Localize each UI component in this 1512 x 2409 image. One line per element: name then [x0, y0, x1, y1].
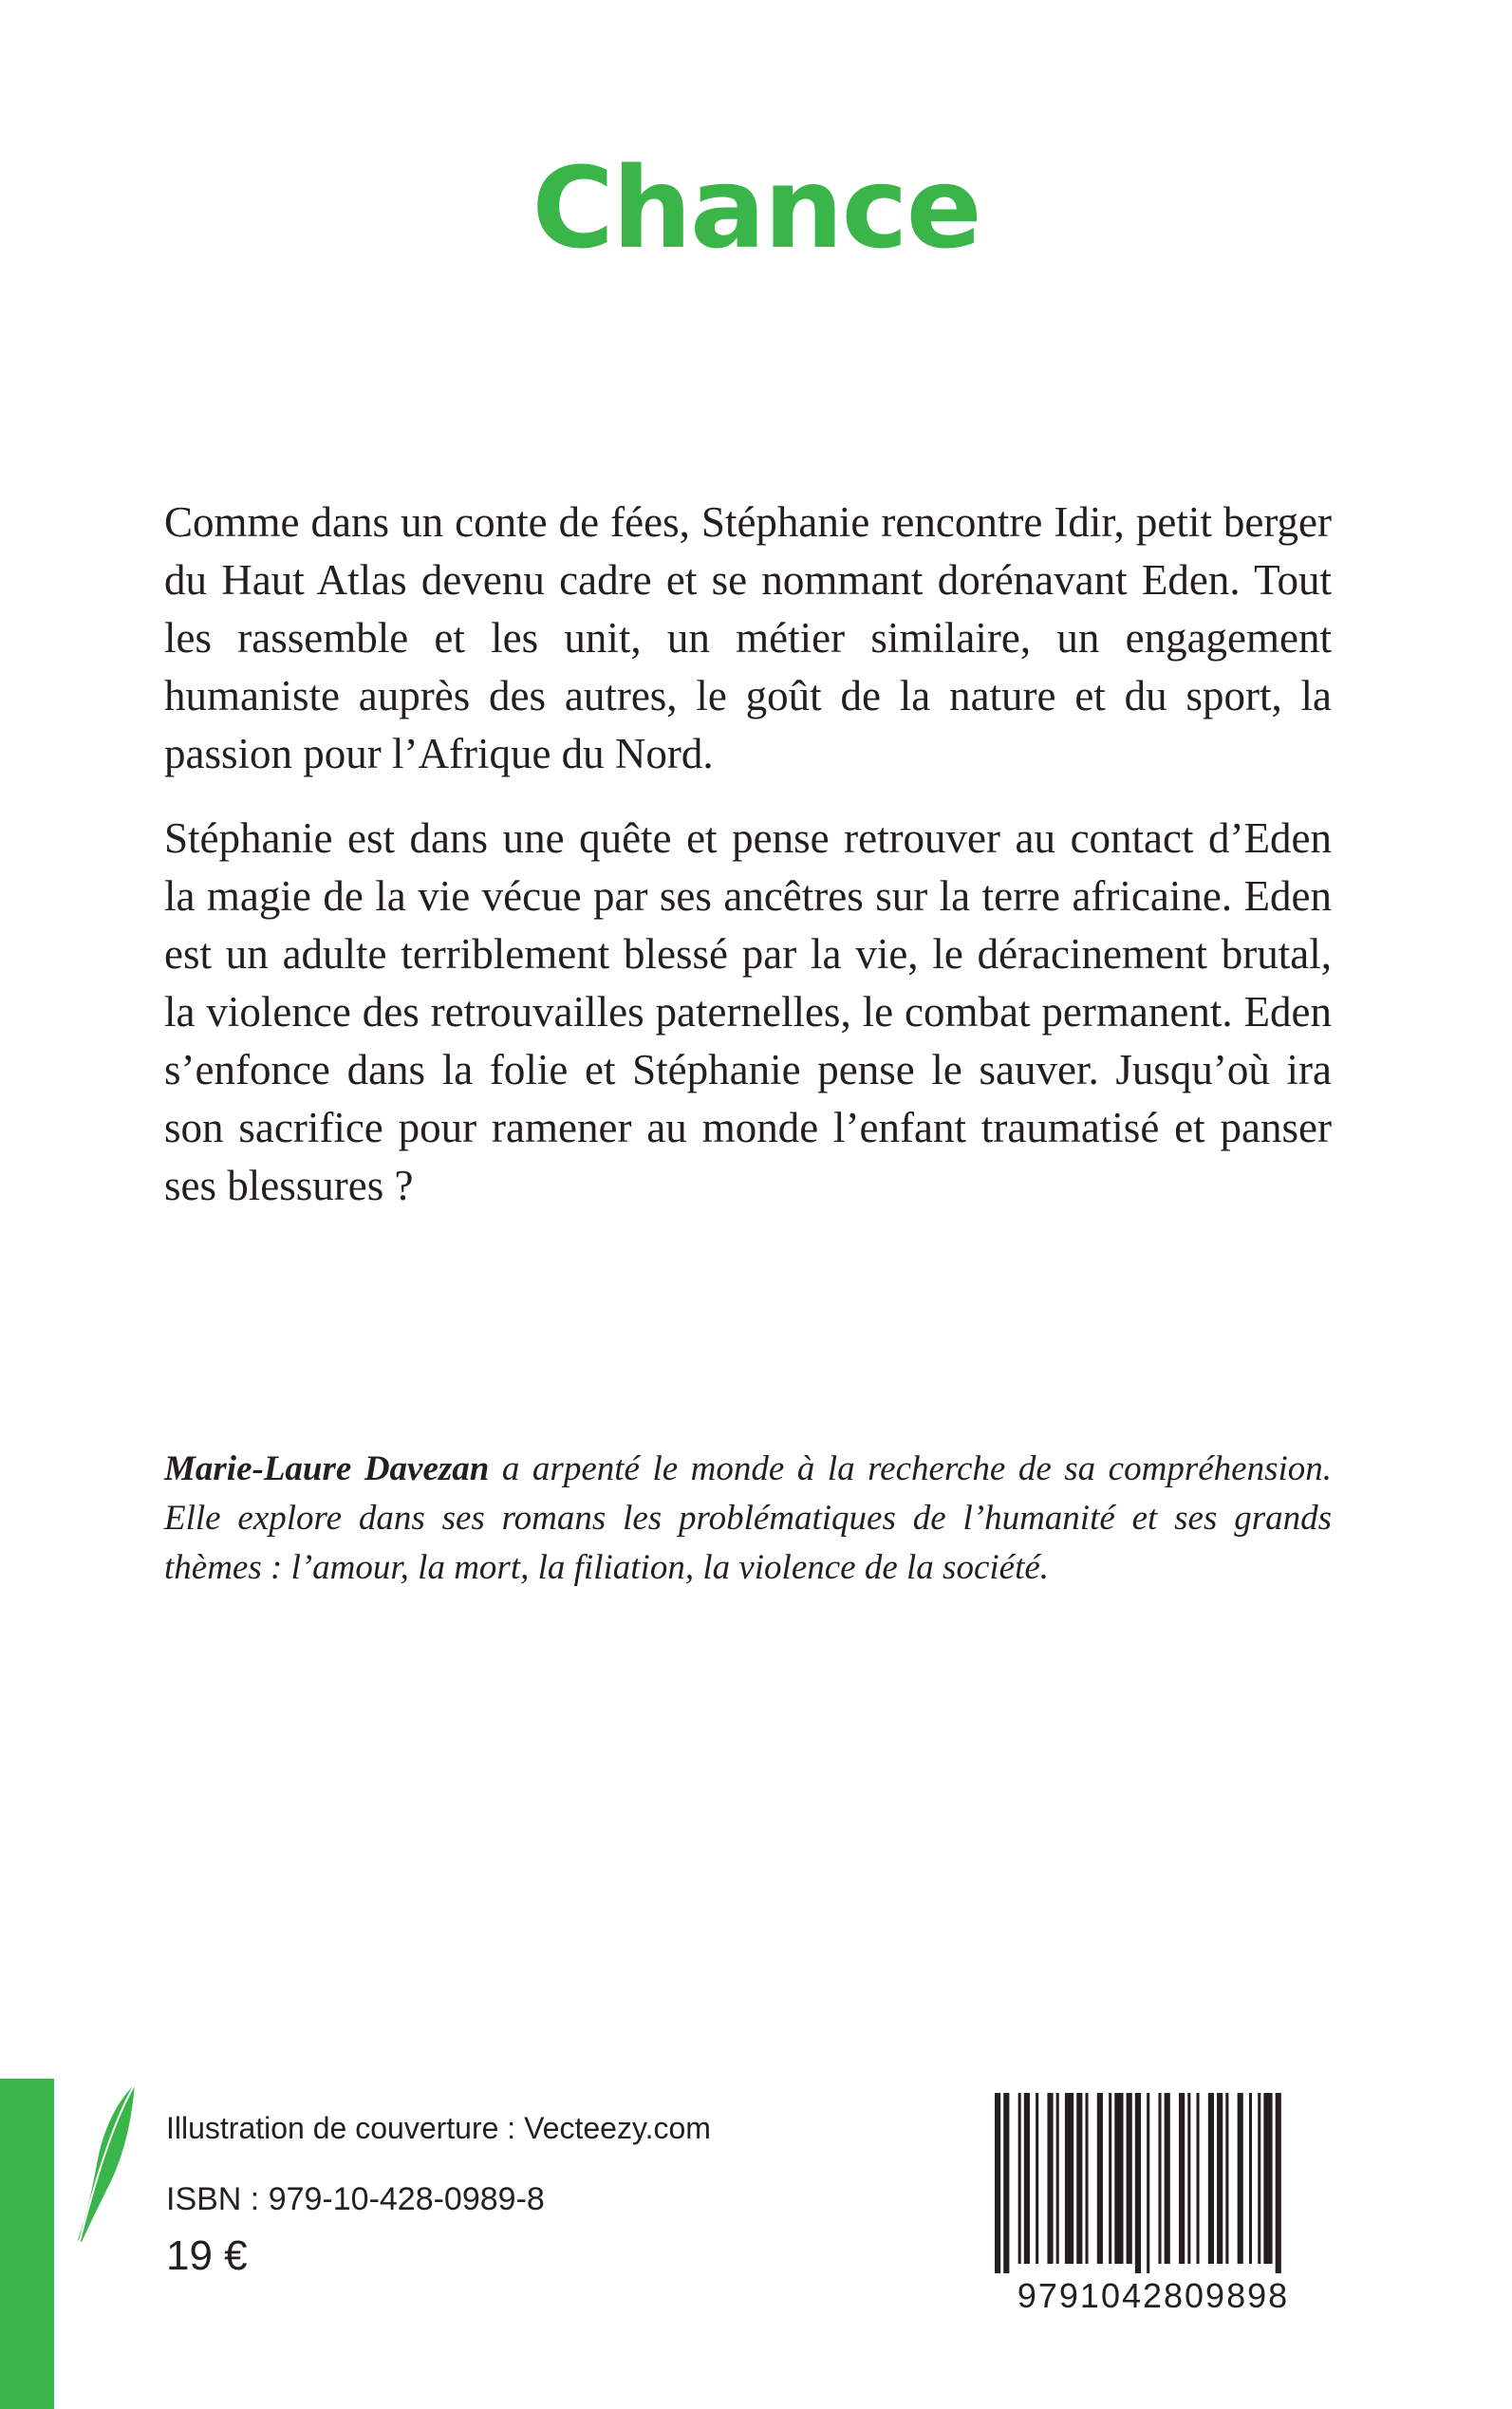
barcode-bar — [1135, 2093, 1141, 2273]
barcode-bar — [1263, 2093, 1272, 2264]
synopsis — [164, 494, 1332, 1242]
barcode-bars — [995, 2093, 1281, 2273]
author-name: Marie-Laure Davezan — [164, 1449, 490, 1488]
barcode-bar — [1249, 2093, 1252, 2264]
isbn: ISBN : 979-10-428-0989-8 — [166, 2181, 545, 2217]
barcode-bar — [1276, 2093, 1281, 2273]
barcode — [987, 2093, 1319, 2311]
price: 19 € — [166, 2232, 248, 2279]
barcode-bar — [1187, 2093, 1190, 2264]
barcode-bar — [1238, 2093, 1243, 2264]
feather-icon — [68, 2079, 144, 2250]
barcode-bar — [1258, 2093, 1260, 2264]
barcode-number: 9791042809898 — [1017, 2276, 1290, 2311]
synopsis-paragraph: Stéphanie est dans une quête et pense retrouver au contact d’Eden la magie de la vie vécue par ses ancêtres sur la terre africaine. Eden est un adulte terriblement blessé par la vie, le déracinement brutal, la violence des retrouvailles paternelles, le combat permanent. Eden s’enfonce dans la folie et Stéphanie pense le sauver. Jusqu’où ira son sacrifice pour ramener au monde l’enfant traumatisé et panser ses blessures ? — [164, 814, 1332, 1209]
publisher-color-bar — [0, 2079, 54, 2409]
barcode-bar — [1109, 2093, 1111, 2264]
barcode-bar — [1217, 2093, 1223, 2264]
synopsis-paragraph: Comme dans un conte de fées, Stéphanie rencontre Idir, petit berger du Haut Atlas devenu cadre et se nommant dorénavant Eden. Tout les rassemble et les unit, un métier similaire, un engagement humaniste auprès des autres, le goût de la nature et du sport, la passion pour l’Afrique du Nord. — [164, 498, 1332, 777]
barcode-bar — [1024, 2093, 1030, 2264]
barcode-bar — [1003, 2093, 1009, 2273]
barcode-bar — [1085, 2093, 1088, 2264]
barcode-bar — [1127, 2093, 1132, 2264]
barcode-bar — [1147, 2093, 1149, 2273]
barcode-bar — [1018, 2093, 1021, 2264]
cover-illustration-credit: Illustration de couverture : Vecteezy.com — [166, 2111, 711, 2145]
author-bio-text: a arpenté le monde à la recherche de sa compréhension. Elle explore dans ses romans les problématiques de l’humanité et ses grands thèmes : l’amour, la mort, la filiation, la violence de la société. — [164, 1449, 1332, 1587]
barcode-bar — [1076, 2093, 1082, 2264]
barcode-bar — [1197, 2093, 1200, 2264]
barcode-bar — [1225, 2093, 1228, 2264]
book-title: Chance — [532, 142, 980, 273]
barcode-bar — [1047, 2093, 1053, 2264]
author-bio — [164, 1445, 1332, 1593]
barcode-bar — [1158, 2093, 1161, 2264]
barcode-bar — [995, 2093, 1000, 2273]
barcode-bar — [1179, 2093, 1185, 2264]
barcode-bar — [1114, 2093, 1123, 2264]
barcode-bar — [1097, 2093, 1103, 2264]
barcode-bar — [1056, 2093, 1059, 2264]
barcode-bar — [1036, 2093, 1038, 2264]
barcode-bar — [1165, 2093, 1170, 2264]
barcode-bar — [1208, 2093, 1214, 2264]
barcode-bar — [1065, 2093, 1073, 2264]
